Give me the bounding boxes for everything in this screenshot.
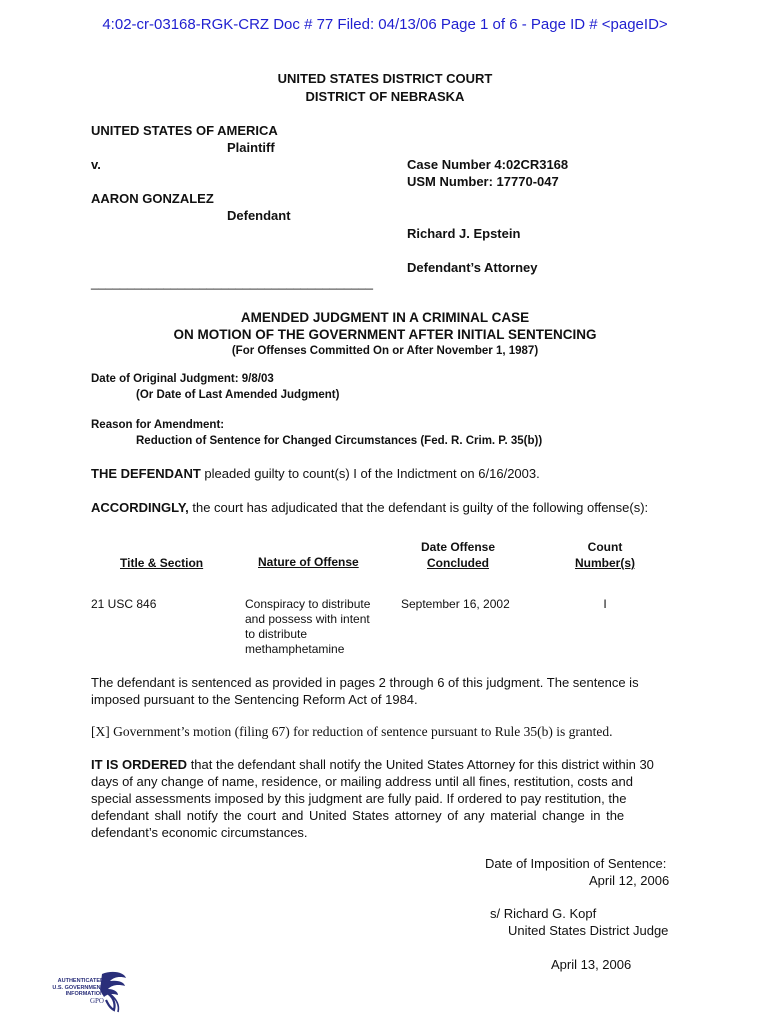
amendment-label: Reason for Amendment: [91,419,225,431]
defendant-plea [91,466,540,481]
row-nature-line3: to distribute [245,627,308,641]
judge-title: United States District Judge [508,923,669,938]
court-district: DISTRICT OF NEBRASKA [305,89,465,104]
last-amended-note: (Or Date of Last Amended Judgment) [136,389,340,401]
row-count: I [603,597,607,611]
attorney-name: Richard J. Epstein [407,226,521,241]
row-date: September 16, 2002 [401,597,510,611]
original-judgment-date: Date of Original Judgment: 9/8/03 [91,373,274,385]
attorney-role: Defendant’s Attorney [407,260,538,275]
sentence-line1: The defendant is sentenced as provided in pages 2 through 6 of this judgment. The sentence is [91,675,639,690]
row-nature-line1: Conspiracy to distribute [245,597,371,611]
imposition-date: April 12, 2006 [589,873,670,888]
gpo-authenticated-logo [40,968,132,1016]
plaintiff-role: Plaintiff [227,140,275,155]
imposition-label: Date of Imposition of Sentence: [485,856,667,871]
header-date-line1: Date Offense [420,540,496,554]
ordered-lead: IT IS ORDERED [91,757,188,772]
gpo-line4: GPO [89,996,104,1005]
ordered-line5: defendant’s economic circumstances. [91,825,308,840]
ordered-line1-text: that the defendant shall notify the United States Attorney for this district within 30 [187,757,654,772]
gpo-line1: AUTHENTICATED [57,978,104,984]
row-nature-line2: and possess with intent [245,612,370,626]
case-number: Case Number 4:02CR3168 [407,157,569,172]
header-count-line1: Count [587,540,623,554]
judgment-subtitle: ON MOTION OF THE GOVERNMENT AFTER INITIAL SENTENCING [173,327,597,342]
ordered-line3: special assessments imposed by this judgment are fully paid. If ordered to pay restitution, the [91,791,627,806]
versus: v. [91,157,101,172]
ordered-line4: defendant shall notify the court and United States attorney of any material change in the [91,808,625,823]
defendant-plea-text: pleaded guilty to count(s) I of the Indictment on 6/16/2003. [200,466,540,481]
plaintiff-name: UNITED STATES OF AMERICA [91,123,278,138]
defendant-role: Defendant [227,208,291,223]
defendant-name: AARON GONZALEZ [91,191,214,206]
accordingly-text: the court has adjudicated that the defendant is guilty of the following offense(s): [188,500,649,515]
accordingly-lead: ACCORDINGLY, [91,500,189,515]
court-name: UNITED STATES DISTRICT COURT [277,71,493,86]
docket-header: 4:02-cr-03168-RGK-CRZ Doc # 77 Filed: 04/13/06 Page 1 of 6 - Page ID # <pageID> [102,16,668,33]
motion-granted: [X] Government’s motion (filing 67) for reduction of sentence pursuant to Rule 35(b) is granted. [91,724,613,739]
ordered-line2: days of any change of name, residence, or mailing address until all fines, restitution, costs and [91,774,633,789]
judgment-title: AMENDED JUDGMENT IN A CRIMINAL CASE [240,310,530,325]
sentence-line2: imposed pursuant to the Sentencing Reform Act of 1984. [91,692,418,707]
header-date-line2: Concluded [427,556,489,570]
header-title-section: Title & Section [120,556,204,570]
judge-signature: s/ Richard G. Kopf [490,906,597,921]
usm-number: USM Number: 17770-047 [407,174,559,189]
gpo-line3: INFORMATION [65,991,104,997]
header-nature: Nature of Offense [258,555,359,569]
signature-date: April 13, 2006 [551,957,632,972]
row-nature-line4: methamphetamine [245,642,345,656]
ordered-line1 [91,757,654,772]
caption-rule: _______________________________________ [91,275,373,290]
amendment-reason: Reduction of Sentence for Changed Circumstances (Fed. R. Crim. P. 35(b)) [136,435,543,447]
gpo-line2: U.S. GOVERNMENT [52,984,104,991]
header-count-line2: Number(s) [574,556,635,570]
defendant-lead: THE DEFENDANT [91,466,201,481]
adjudication-statement [91,500,648,515]
row-title-section: 21 USC 846 [91,597,157,611]
judgment-applicability: (For Offenses Committed On or After November 1, 1987) [231,345,539,357]
